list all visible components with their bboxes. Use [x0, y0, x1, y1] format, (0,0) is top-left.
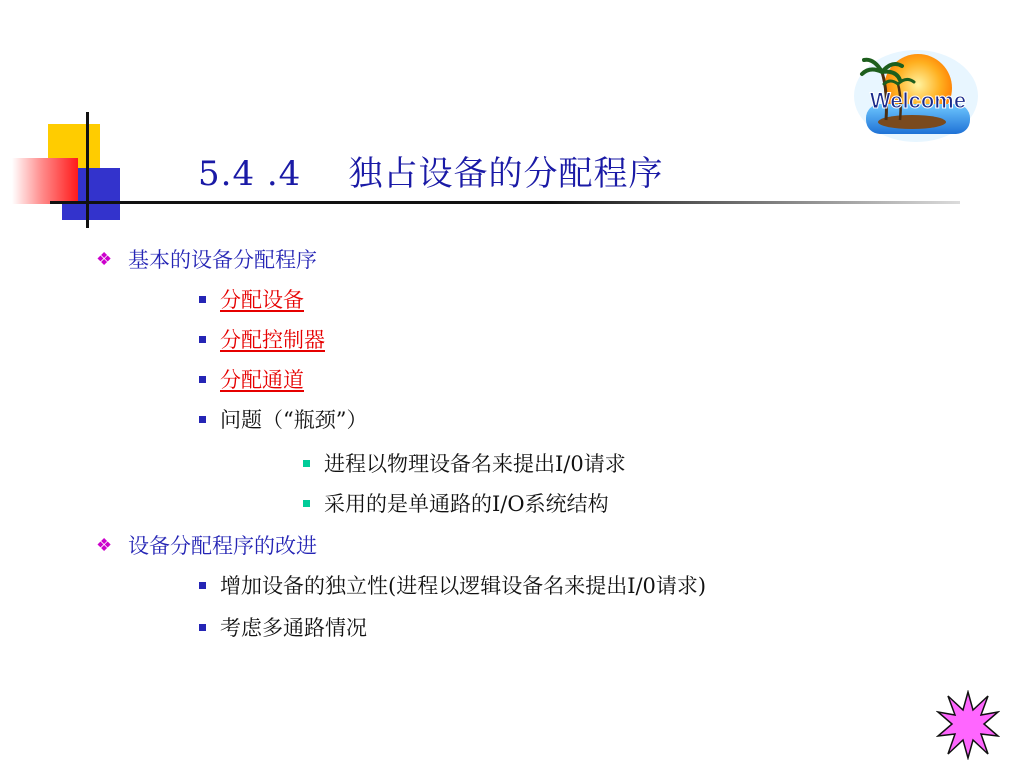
bullet-multipath: [199, 612, 367, 642]
four-diamond-icon: ❖: [96, 534, 113, 556]
square-bullet-icon: [303, 500, 310, 507]
bullet-basic-allocation: [96, 244, 317, 274]
four-diamond-icon: ❖: [96, 248, 113, 270]
welcome-logo-text: Welcome: [869, 88, 967, 113]
decor-red-gradient-square: [12, 158, 78, 204]
bullet-single-path: [303, 488, 609, 518]
bullet-allocate-controller[interactable]: [199, 324, 325, 354]
slide-title: 5.4 .4 独占设备的分配程序: [198, 154, 664, 194]
square-bullet-icon: [199, 376, 206, 383]
bullet-problem: [199, 404, 367, 434]
square-bullet-icon: [199, 416, 206, 423]
bullet-text: 进程以物理设备名来提出I/0请求: [324, 452, 626, 476]
link-allocate-controller[interactable]: 分配控制器: [220, 328, 325, 352]
link-allocate-device[interactable]: 分配设备: [220, 288, 304, 312]
bullet-physical-name: [303, 448, 626, 478]
square-bullet-icon: [303, 460, 310, 467]
bullet-text: 增加设备的独立性(进程以逻辑设备名来提出I/0请求): [220, 574, 707, 598]
bullet-allocate-device[interactable]: [199, 284, 304, 314]
square-bullet-icon: [199, 296, 206, 303]
decor-vertical-line: [86, 112, 89, 228]
title-underline: [50, 201, 960, 204]
bullet-improvement: [96, 530, 317, 560]
bullet-text: 考虑多通路情况: [220, 616, 367, 640]
square-bullet-icon: [199, 624, 206, 631]
bullet-allocate-channel[interactable]: [199, 364, 304, 394]
square-bullet-icon: [199, 582, 206, 589]
welcome-logo: [852, 44, 980, 144]
square-bullet-icon: [199, 336, 206, 343]
star-burst-icon[interactable]: [936, 690, 1000, 760]
bullet-text: 问题（“瓶颈”）: [220, 408, 368, 432]
bullet-text: 设备分配程序的改进: [128, 534, 317, 558]
bullet-device-independence: [199, 570, 706, 600]
bullet-text: 采用的是单通路的I/O系统结构: [324, 492, 609, 516]
bullet-text: 基本的设备分配程序: [128, 248, 317, 272]
link-allocate-channel[interactable]: 分配通道: [220, 368, 304, 392]
